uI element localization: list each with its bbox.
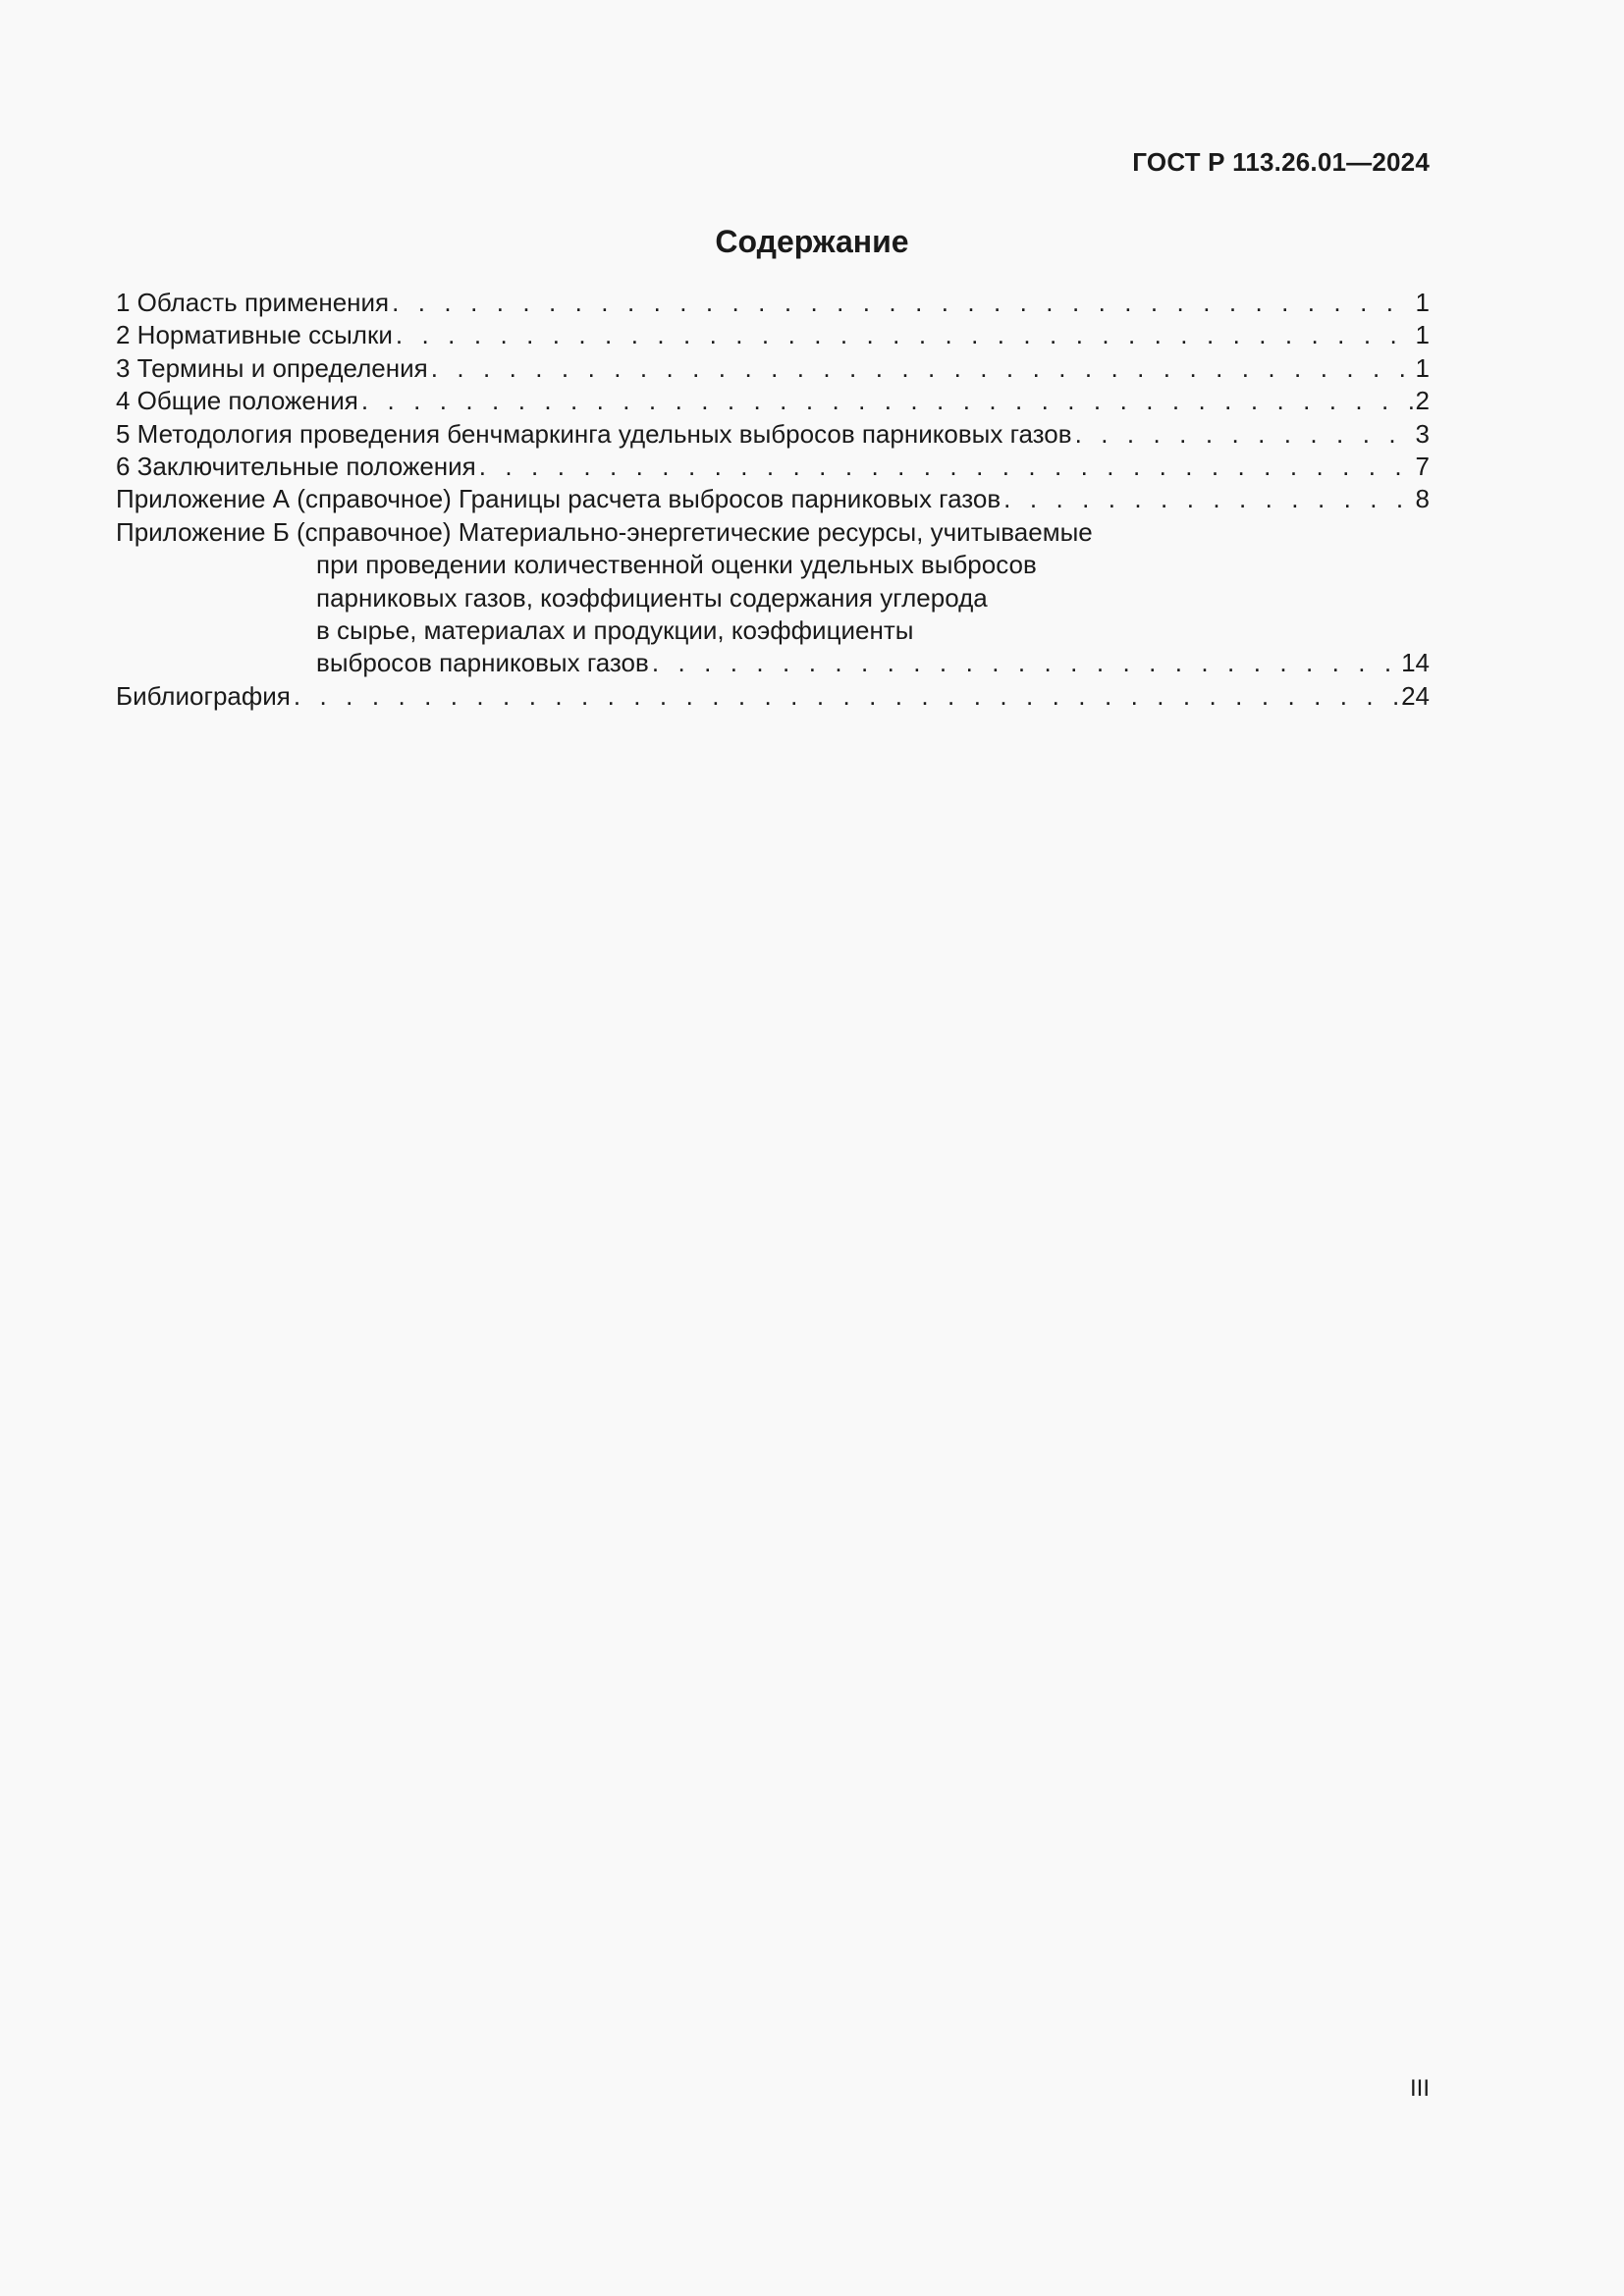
toc-entry[interactable] (116, 385, 1430, 417)
toc-entry-label: 5 Методология проведения бенчмаркинга удельных выбросов парниковых газов (116, 418, 1072, 449)
toc-entry-page: 1 (1415, 320, 1430, 350)
toc-entry-page: 24 (1401, 680, 1430, 711)
toc-entry-page: 1 (1415, 288, 1430, 317)
toc-entry-label: 1 Область применения (116, 288, 390, 317)
toc-leader-dots (294, 680, 1398, 713)
toc-entry-bibliography[interactable] (116, 680, 1430, 713)
page-number: III (1409, 2075, 1430, 2102)
toc-entry-label: 4 Общие положения (116, 386, 358, 416)
toc-entry[interactable] (116, 483, 1430, 515)
toc-entry-last-line (116, 647, 1430, 679)
toc-leader-dots (361, 385, 1413, 417)
toc-leader-dots (479, 451, 1413, 483)
toc-entry-page: 14 (1401, 648, 1430, 678)
toc-entry-label-line: парниковых газов, коэффициенты содержания углерода (316, 582, 988, 613)
toc-entry-label: выбросов парниковых газов (316, 648, 649, 678)
toc-entry-page: 8 (1415, 484, 1430, 514)
toc-leader-dots (392, 287, 1412, 319)
toc-leader-dots (652, 647, 1398, 679)
table-of-contents (116, 287, 1430, 713)
toc-entry-page: 3 (1415, 418, 1430, 449)
toc-leader-dots (1003, 483, 1412, 515)
toc-entry-label: Приложение А (справочное) Границы расчета выбросов парниковых газов (116, 484, 1001, 514)
toc-entry-label: 3 Термины и определения (116, 352, 428, 383)
toc-leader-dots (396, 319, 1413, 351)
toc-entry-label: Библиография (116, 680, 291, 711)
toc-entry[interactable] (116, 319, 1430, 351)
toc-entry[interactable] (116, 451, 1430, 483)
toc-leader-dots (1075, 418, 1413, 451)
toc-entry-appendix-b[interactable] (116, 516, 1430, 680)
toc-entry[interactable] (116, 418, 1430, 451)
toc-entry-label: 2 Нормативные ссылки (116, 320, 393, 350)
toc-entry-label-line: в сырье, материалах и продукции, коэффициенты (316, 615, 914, 646)
toc-entry-page: 7 (1415, 452, 1430, 482)
page-title: Содержание (715, 224, 909, 259)
toc-entry-label: 6 Заключительные положения (116, 452, 476, 482)
toc-entry-label-line: при проведении количественной оценки удельных выбросов (316, 550, 1037, 580)
toc-entry-page: 1 (1415, 352, 1430, 383)
toc-entry[interactable] (116, 287, 1430, 319)
toc-entry-page: 2 (1415, 386, 1430, 416)
toc-entry-label-line: Приложение Б (справочное) Материально-энергетические ресурсы, учитываемые (116, 516, 1093, 547)
document-code: ГОСТ Р 113.26.01—2024 (1132, 147, 1430, 177)
toc-leader-dots (431, 352, 1413, 385)
toc-entry[interactable] (116, 352, 1430, 385)
